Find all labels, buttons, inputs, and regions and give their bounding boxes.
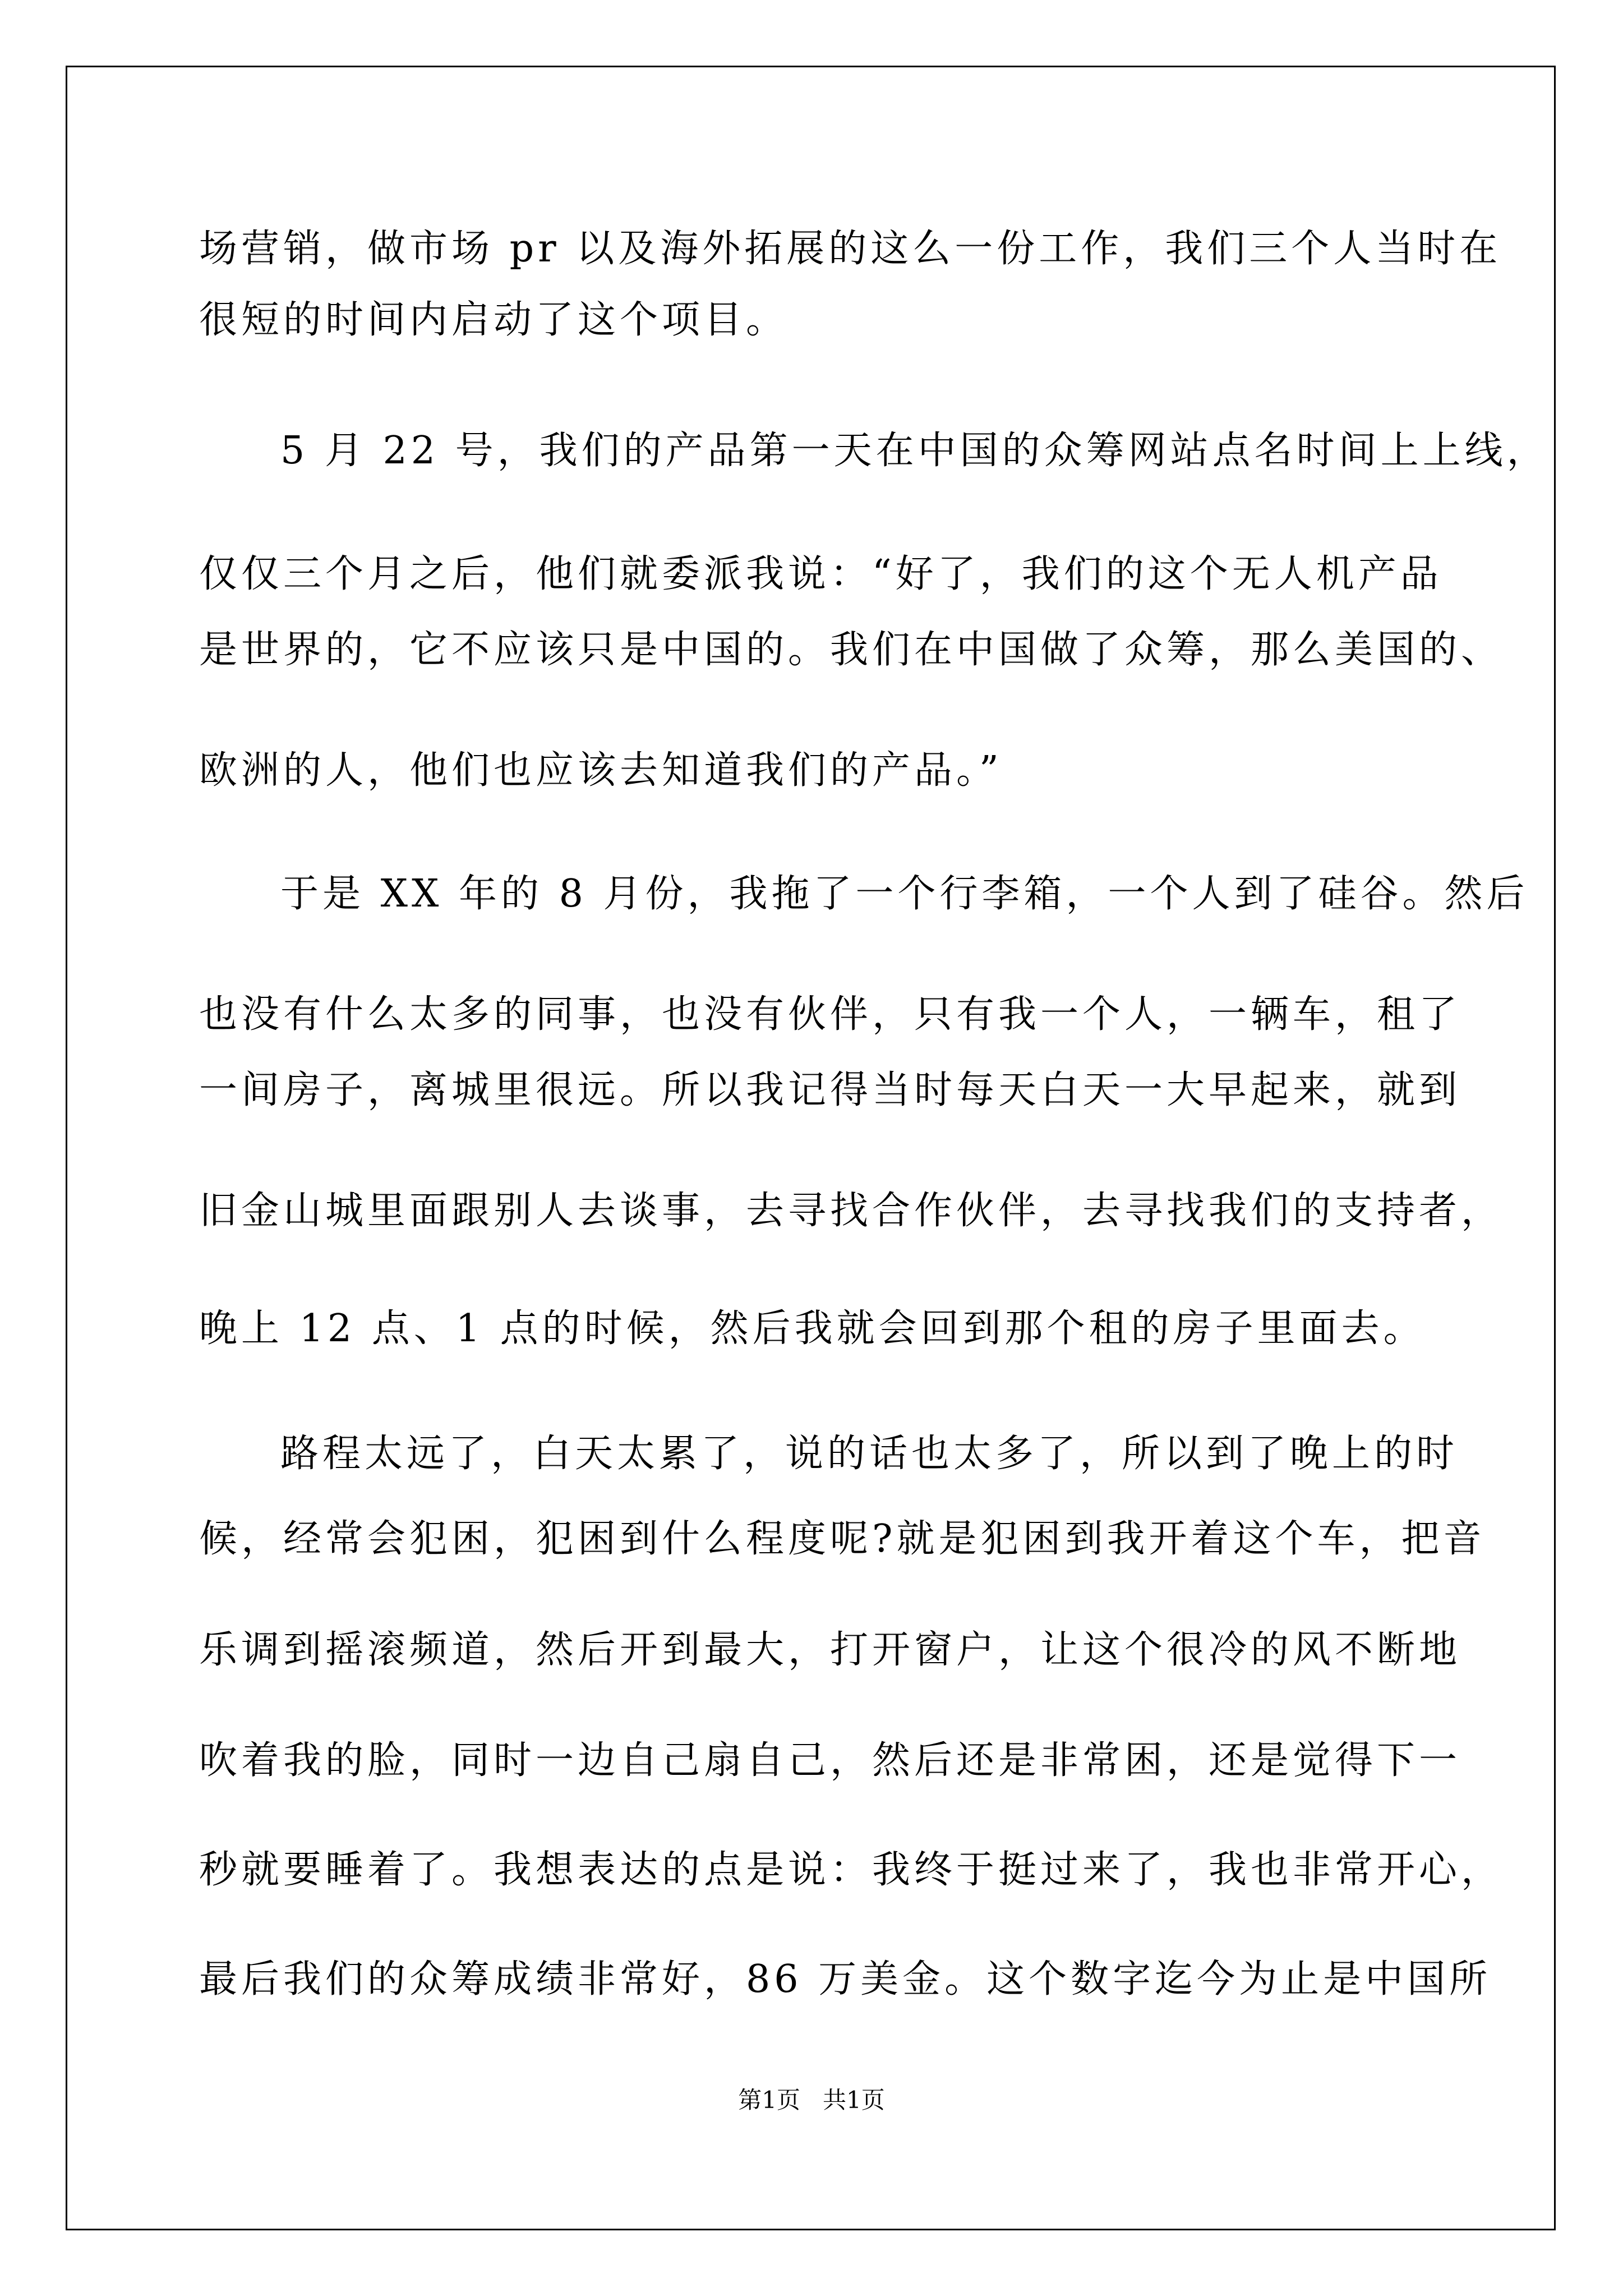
body-line-1: 场营销，做市场 pr 以及海外拓展的这么一份工作，我们三个人当时在 [199,227,1502,271]
body-line-13: 候，经常会犯困，犯困到什么程度呢?就是犯困到我开着这个车，把音 [199,1517,1486,1561]
body-line-5: 是世界的，它不应该只是中国的。我们在中国做了众筹，那么美国的、 [199,628,1504,672]
body-line-6: 欧洲的人，他们也应该去知道我们的产品。” [199,748,1003,793]
body-line-2: 很短的时间内启动了这个项目。 [199,298,789,342]
body-line-10: 旧金山城里面跟别人去谈事，去寻找合作伙伴，去寻找我们的支持者， [199,1189,1504,1233]
body-line-3: 5 月 22 号，我们的产品第一天在中国的众筹网站点名时间上上线， [280,429,1549,473]
body-line-12: 路程太远了，白天太累了，说的话也太多了，所以到了晚上的时 [280,1432,1459,1476]
body-line-17: 最后我们的众筹成绩非常好，86 万美金。这个数字迄今为止是中国所 [199,1957,1492,2001]
body-line-15: 吹着我的脸，同时一边自己扇自己，然后还是非常困，还是觉得下一 [199,1738,1461,1783]
body-line-4: 仅仅三个月之后，他们就委派我说：“好了，我们的这个无人机产品 [199,552,1442,596]
body-line-9: 一间房子，离城里很远。所以我记得当时每天白天一大早起来，就到 [199,1068,1461,1112]
body-line-16: 秒就要睡着了。我想表达的点是说：我终于挺过来了，我也非常开心， [199,1848,1504,1892]
page-border [66,66,1556,2230]
body-line-14: 乐调到摇滚频道，然后开到最大，打开窗户，让这个很冷的风不断地 [199,1628,1461,1672]
body-line-11: 晚上 12 点、1 点的时候，然后我就会回到那个租的房子里面去。 [199,1306,1426,1351]
page-footer: 第1页 共1页 [738,2086,885,2114]
body-line-7: 于是 XX 年的 8 月份，我拖了一个行李箱，一个人到了硅谷。然后 [280,872,1529,916]
body-line-8: 也没有什么太多的同事，也没有伙伴，只有我一个人，一辆车，租了 [199,992,1461,1037]
